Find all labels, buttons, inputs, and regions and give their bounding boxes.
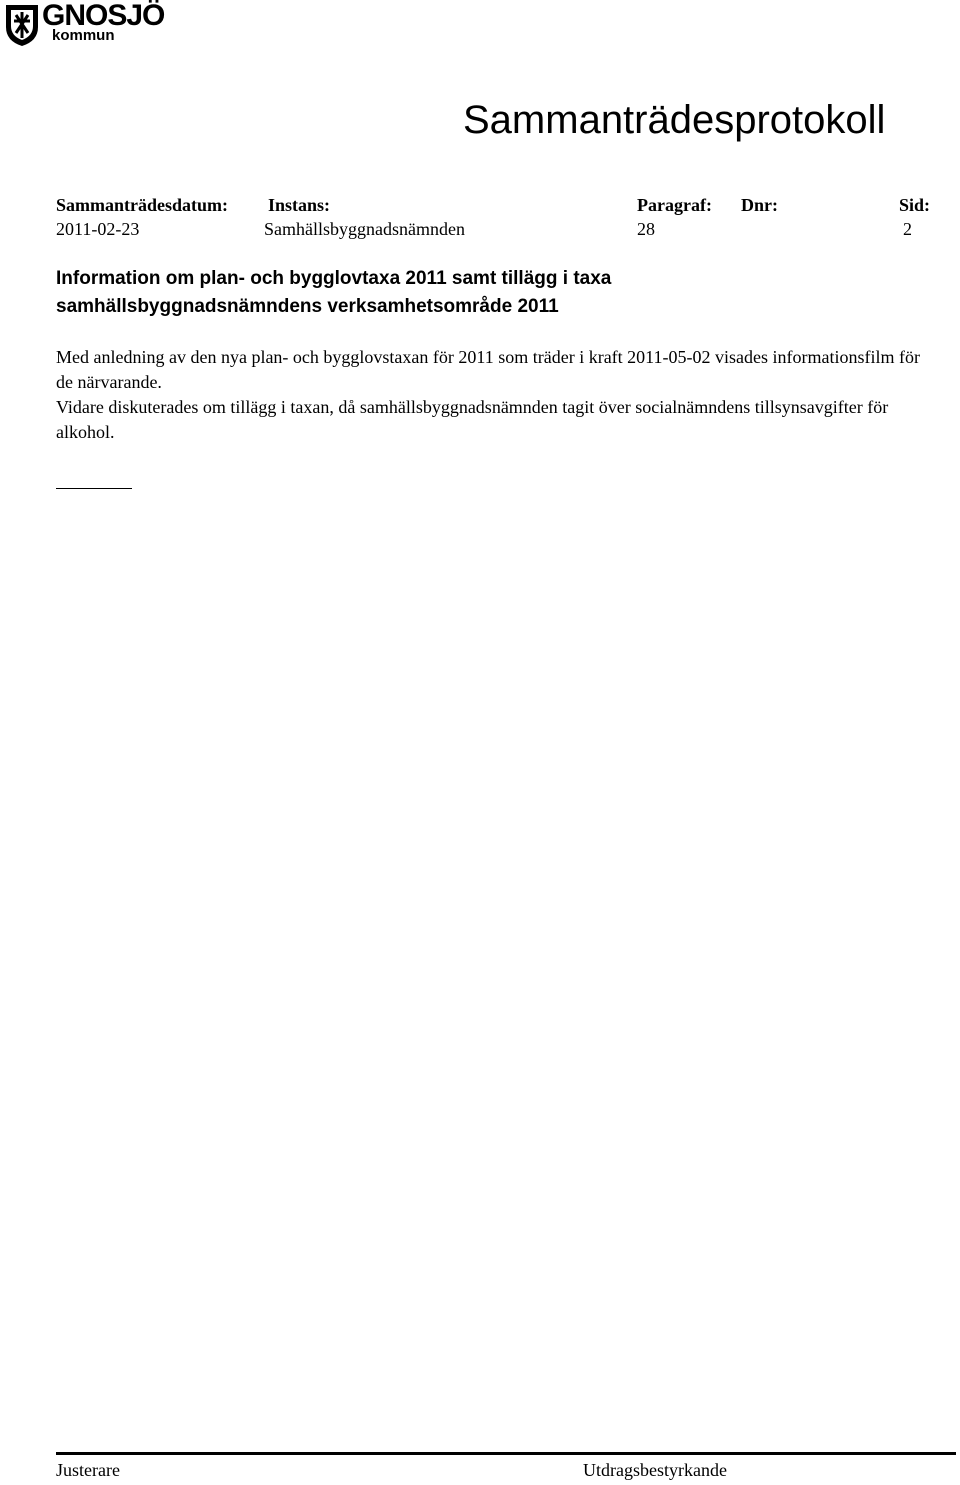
section-heading-line1: Information om plan- och bygglovtaxa 2011 samt tillägg i taxa — [56, 268, 612, 289]
page-title: Sammanträdesprotokoll — [463, 98, 886, 142]
section-end-rule — [56, 488, 132, 489]
meta-date-label: Sammanträdesdatum: — [56, 195, 229, 215]
gnosjo-crest-icon — [2, 1, 42, 47]
meta-paragraph-value: 28 — [637, 219, 655, 239]
footer-utdragsbestyrkande: Utdragsbestyrkande — [583, 1460, 727, 1480]
municipality-logo — [0, 0, 175, 48]
meta-instance-label: Instans: — [268, 195, 331, 215]
section-body — [56, 345, 936, 445]
section-heading — [56, 265, 936, 321]
meta-date-value: 2011-02-23 — [56, 219, 140, 239]
logo-name: GNOSJÖ — [42, 0, 165, 32]
footer-rule — [56, 1452, 956, 1455]
body-paragraph-2: Vidare diskuterades om tillägg i taxan, då samhällsbyggnadsnämnden tagit över socialnämndens tillsynsavgifter för alkohol. — [56, 397, 889, 442]
meta-page-value: 2 — [903, 219, 912, 239]
meta-dnr-label: Dnr: — [741, 195, 778, 215]
logo-sub: kommun — [52, 27, 115, 44]
meta-paragraph-label: Paragraf: — [637, 195, 712, 215]
footer-justerare: Justerare — [56, 1460, 120, 1480]
meta-instance-value: Samhällsbyggnadsnämnden — [264, 219, 465, 239]
section-heading-line2: samhällsbyggnadsnämndens verksamhetsområde 2011 — [56, 296, 559, 317]
body-paragraph-1: Med anledning av den nya plan- och bygglovstaxan för 2011 som träder i kraft 2011-05-02 visades informationsfilm för de närvarande. — [56, 347, 920, 392]
meta-page-label: Sid: — [899, 195, 931, 215]
